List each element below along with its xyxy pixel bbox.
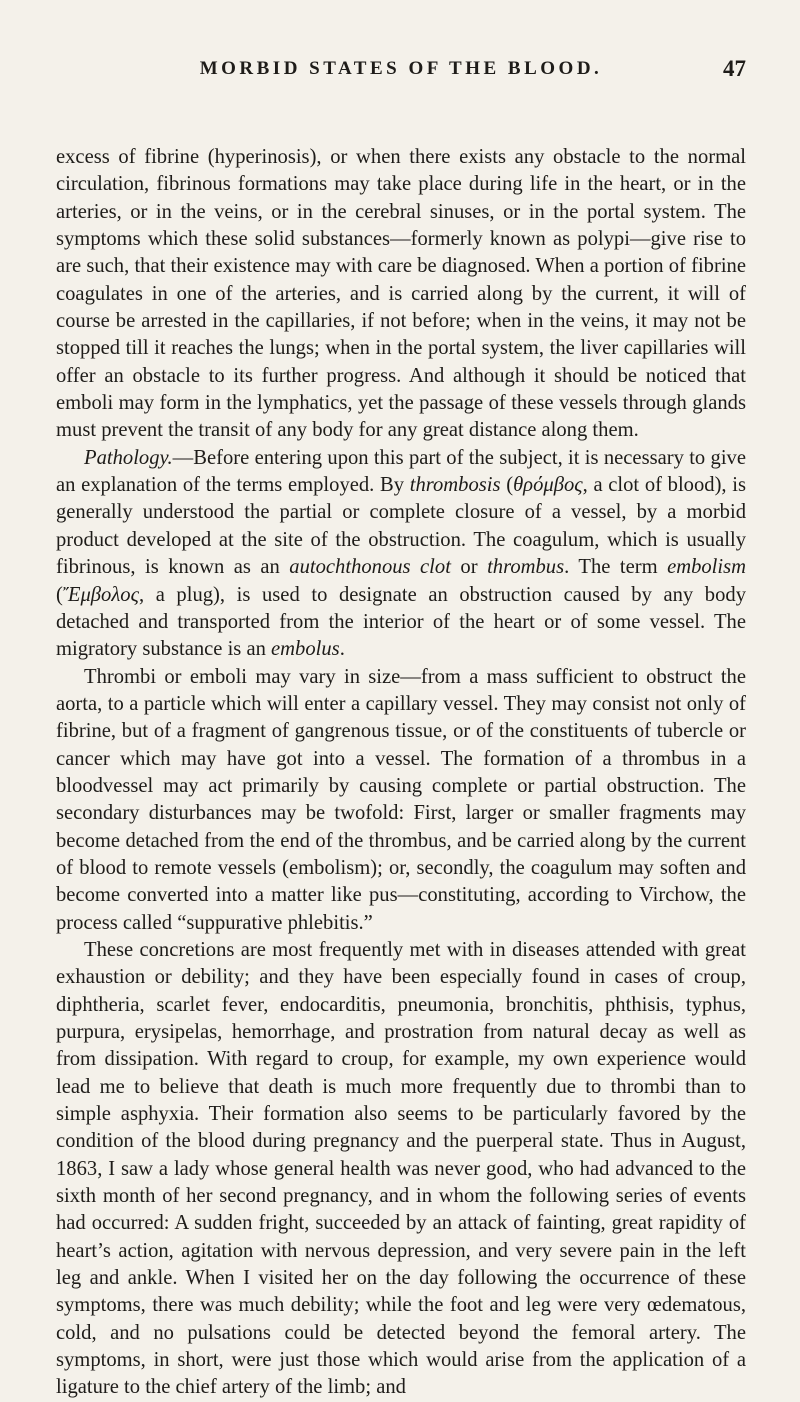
text-run: .	[339, 638, 345, 661]
running-title: MORBID STATES OF THE BLOOD.	[199, 58, 603, 79]
paragraph	[56, 664, 746, 937]
body-text	[56, 144, 746, 1402]
text-run: These concretions are most frequently met with in diseases attended with great exhaustion or debility; and they have been especially found in cases of croup, diphtheria, scarlet fever, endocarditis, pneumonia, bronchitis, phthisis, typhus, purpura, erysipelas, hemorrhage, and prostration from natural decay as well as from dissipation. With regard to croup, for example, my own experience would lead me to believe that death is much more frequently due to thrombi than to simple asphyxia. Their formation also seems to be particularly favored by the condition of the blood during pregnancy and the puerperal state. Thus in August, 1863, I saw a lady whose general health was never good, who had advanced to the sixth month of her second pregnancy, and in whom the following series of events had occurred: A sudden fright, succeeded by an attack of fainting, great rapidity of heart’s action, agitation with nervous depression, and very severe pain in the left leg and ankle. When I visited her on the day following the occurrence of these symptoms, there was much debility; while the foot and leg were very œdematous, cold, and no pulsations could be detected beyond the femoral artery. The symptoms, in short, were just those which would arise from the application of a ligature to the chief artery of the limb; and	[56, 938, 746, 1399]
text-run: excess of fibrine (hyperinosis), or when there exists any obstacle to the normal circulation, fibrinous formations may take place during life in the heart, or in the arteries, or in the veins, or in the cerebral sinuses, or in the portal system. The symptoms which these solid substances—formerly known as polypi—give rise to are such, that their existence may with care be diagnosed. When a portion of fibrine coagulates in one of the arteries, and is carried along by the current, it will of course be arrested in the capillaries, if not before; when in the veins, it may not be stopped till it reaches the lungs; when in the portal system, the liver capillaries will offer an obstacle to its further progress. And although it should be noticed that emboli may form in the lymphatics, yet the passage of these vessels through glands must prevent the transit of any body for any great distance along them.	[56, 146, 746, 442]
paragraph	[56, 445, 746, 664]
italic-term: embolism	[667, 556, 747, 579]
text-run: (	[56, 583, 63, 606]
page-number: 47	[723, 56, 746, 81]
paragraph	[56, 937, 746, 1402]
italic-term: thrombosis	[409, 474, 501, 497]
italic-term: autochthonous clot	[289, 556, 451, 579]
text-run: —Before entering upon this part of the subject, it is necessary to give an explanation of the terms employed. By	[56, 446, 746, 497]
italic-term: θρόμβος	[513, 474, 583, 497]
running-head	[56, 56, 746, 86]
text-run: or	[450, 556, 488, 579]
paragraph	[56, 144, 746, 445]
text-run: (	[500, 474, 514, 497]
italic-term: Ἔμβολος	[62, 583, 139, 606]
italic-term: embolus	[271, 638, 340, 661]
italic-term: Pathology.	[84, 446, 173, 469]
italic-term: thrombus	[487, 556, 565, 579]
text-run: , a clot of blood), is generally understood the partial or complete closure of a vessel, by a morbid product developed at the site of the obstruction. The coagulum, which is usually fibrinous, is known as an	[56, 474, 746, 579]
text-run: . The term	[564, 556, 668, 579]
text-run: , a plug), is used to designate an obstruction caused by any body detached and transported from the interior of the heart or of some vessel. The migratory substance is an	[56, 583, 746, 661]
text-run: Thrombi or emboli may vary in size—from a mass sufficient to obstruct the aorta, to a particle which will enter a capillary vessel. They may consist not only of fibrine, but of a fragment of gangrenous tissue, or of the constituents of tubercle or cancer which may have got into a vessel. The formation of a thrombus in a bloodvessel may act primarily by causing complete or partial obstruction. The secondary disturbances may be twofold: First, larger or smaller fragments may become detached from the end of the thrombus, and be carried along by the current of blood to remote vessels (embolism); or, secondly, the coagulum may soften and become converted into a matter like pus—constituting, according to Virchow, the process called “suppurative phlebitis.”	[56, 665, 746, 934]
